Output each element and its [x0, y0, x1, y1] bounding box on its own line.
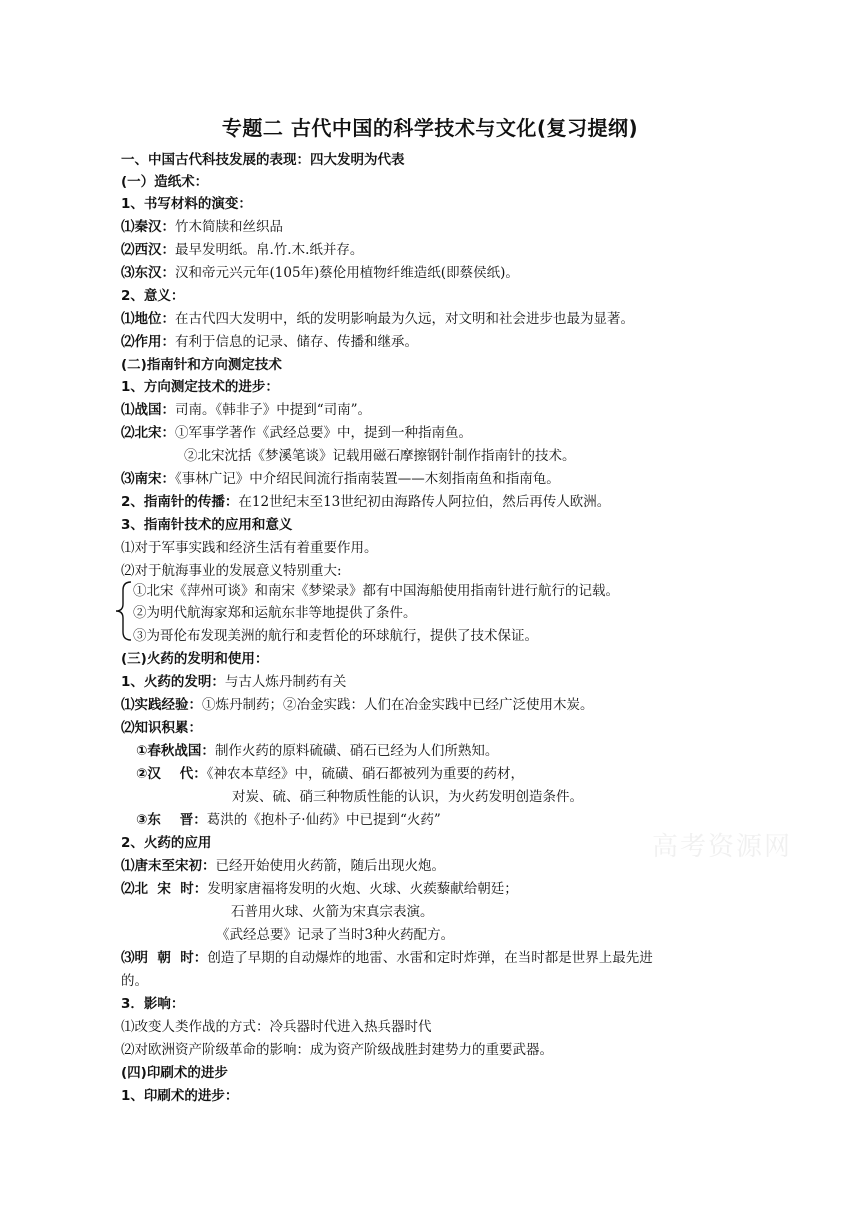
item-heading: 3．影响： — [121, 996, 185, 1012]
line-label: ⑴秦汉： — [121, 219, 175, 235]
line-label: 2、指南针的传播： — [121, 494, 239, 510]
line-text: 司南。《韩非子》中提到“司南”。 — [175, 402, 372, 418]
text-line: ②北宋沈括《梦溪笔谈》记载用磁石摩擦钢针制作指南针的技术。 — [184, 448, 576, 464]
text-line: 的。 — [121, 973, 148, 989]
subsection-heading: (一）造纸术： — [121, 174, 209, 190]
text-line — [121, 492, 610, 512]
line-label: ⑴实践经验： — [121, 697, 202, 713]
text-line: 《武经总要》记录了当时3种火药配方。 — [216, 927, 455, 943]
text-line: ③为哥伦布发现美洲的航行和麦哲伦的环球航行，提供了技术保证。 — [133, 628, 538, 644]
line-label: ⑴地位： — [121, 311, 175, 327]
text-line — [136, 764, 524, 784]
text-line: ⑵对欧洲资产阶级革命的影响：成为资产阶级战胜封建势力的重要武器。 — [121, 1042, 553, 1058]
text-line — [121, 240, 363, 260]
watermark: 高考资源网 — [652, 832, 793, 862]
item-heading: ⑵知识积累： — [121, 720, 202, 736]
text-line — [121, 400, 371, 420]
text-line: ②为明代航海家郑和运航东非等地提供了条件。 — [133, 605, 417, 621]
text-line — [121, 879, 518, 899]
text-line — [121, 672, 346, 692]
item-heading: 1、方向测定技术的进步： — [121, 379, 279, 395]
line-text: ①炼丹制药；②冶金实践：人们在冶金实践中已经广泛使用木炭。 — [202, 697, 594, 713]
line-text: 制作火药的原料硫磺、硝石已经为人们所熟知。 — [214, 743, 499, 759]
line-label: ⑴战国： — [121, 402, 175, 418]
item-heading: 2、意义： — [121, 288, 185, 304]
item-heading: 3、指南针技术的应用和意义 — [121, 517, 293, 533]
text-line — [121, 423, 472, 443]
text-line — [121, 948, 653, 968]
text-line — [121, 856, 445, 876]
line-label: ⑶明 朝 时： — [121, 950, 208, 966]
text-line — [136, 810, 441, 830]
text-line — [121, 332, 418, 352]
line-text: 汉和帝元兴元年(105年)蔡伦用植物纤维造纸(即蔡侯纸)。 — [175, 265, 519, 281]
section-heading: 一、中国古代科技发展的表现：四大发明为代表 — [121, 152, 405, 168]
subsection-heading: (二)指南针和方向测定技术 — [121, 357, 282, 373]
line-label: ⑵西汉： — [121, 242, 175, 258]
line-text: ①军事学著作《武经总要》中，提到一种指南鱼。 — [175, 425, 472, 441]
line-label: ⑶东汉： — [121, 265, 175, 281]
line-label: ⑴唐末至宋初： — [121, 858, 216, 874]
text-line — [121, 695, 594, 715]
subsection-heading: (三)火药的发明和使用： — [121, 651, 269, 667]
line-text: 在12世纪末至13世纪初由海路传人阿拉伯，然后再传人欧洲。 — [238, 494, 611, 510]
line-label: ⑵北宋： — [121, 425, 175, 441]
item-heading: 2、火药的应用 — [121, 835, 212, 851]
line-text: 创造了早期的自动爆炸的地雷、水雷和定时炸弹，在当时都是世界上最先进 — [207, 950, 653, 966]
subsection-heading: (四)印刷术的进步 — [121, 1065, 228, 1081]
text-line: ⑵对于航海事业的发展意义特别重大: — [121, 563, 342, 579]
brace-icon — [113, 580, 135, 642]
line-label: 1、火药的发明： — [121, 674, 225, 690]
line-text: 在古代四大发明中，纸的发明影响最为久远，对文明和社会进步也最为显著。 — [175, 311, 634, 327]
line-text: 发明家唐福将发明的火炮、火球、火蒺藜献给朝廷； — [207, 881, 518, 897]
line-text: 最早发明纸。帛.竹.木.纸并存。 — [175, 242, 364, 258]
line-text: 与古人炼丹制药有关 — [224, 674, 347, 690]
text-line: ⑴对于军事实践和经济生活有着重要作用。 — [121, 540, 378, 556]
text-line — [121, 309, 634, 329]
line-label: ③东 晋： — [136, 812, 207, 828]
line-label: ②汉 代： — [136, 766, 207, 782]
line-label: ①春秋战国： — [136, 743, 215, 759]
item-heading: 1、印刷术的进步： — [121, 1088, 239, 1104]
line-label: ⑵作用： — [121, 334, 175, 350]
line-text: 葛洪的《抱朴子·仙药》中已提到“火药” — [206, 812, 441, 828]
text-line — [136, 741, 498, 761]
line-label: ⑶南宋： — [121, 471, 175, 487]
line-label: ⑵北 宋 时： — [121, 881, 208, 897]
text-line: 石普用火球、火箭为宋真宗表演。 — [231, 904, 434, 920]
line-text: 《神农本草经》中，硫磺、硝石都被列为重要的药材， — [206, 766, 524, 782]
line-text: 有利于信息的记录、储存、传播和继承。 — [175, 334, 418, 350]
text-line: ⑴改变人类作战的方式：冷兵器时代进入热兵器时代 — [121, 1019, 432, 1035]
text-line: 对炭、硫、硝三种物质性能的认识，为火药发明创造条件。 — [232, 789, 583, 805]
text-line: ①北宋《萍州可谈》和南宋《梦梁录》都有中国海船使用指南针进行航行的记载。 — [133, 583, 619, 599]
page-title: 专题二 古代中国的科学技术与文化(复习提纲) — [221, 116, 639, 140]
line-text: 《事林广记》中介绍民间流行指南装置——木刻指南鱼和指南龟。 — [175, 471, 560, 487]
line-text: 竹木简牍和丝织品 — [175, 219, 283, 235]
item-heading: 1、书写材料的演变： — [121, 196, 252, 212]
line-text: 已经开始使用火药箭，随后出现火炮。 — [215, 858, 445, 874]
text-line — [121, 263, 519, 283]
text-line — [121, 217, 283, 237]
text-line — [121, 469, 560, 489]
